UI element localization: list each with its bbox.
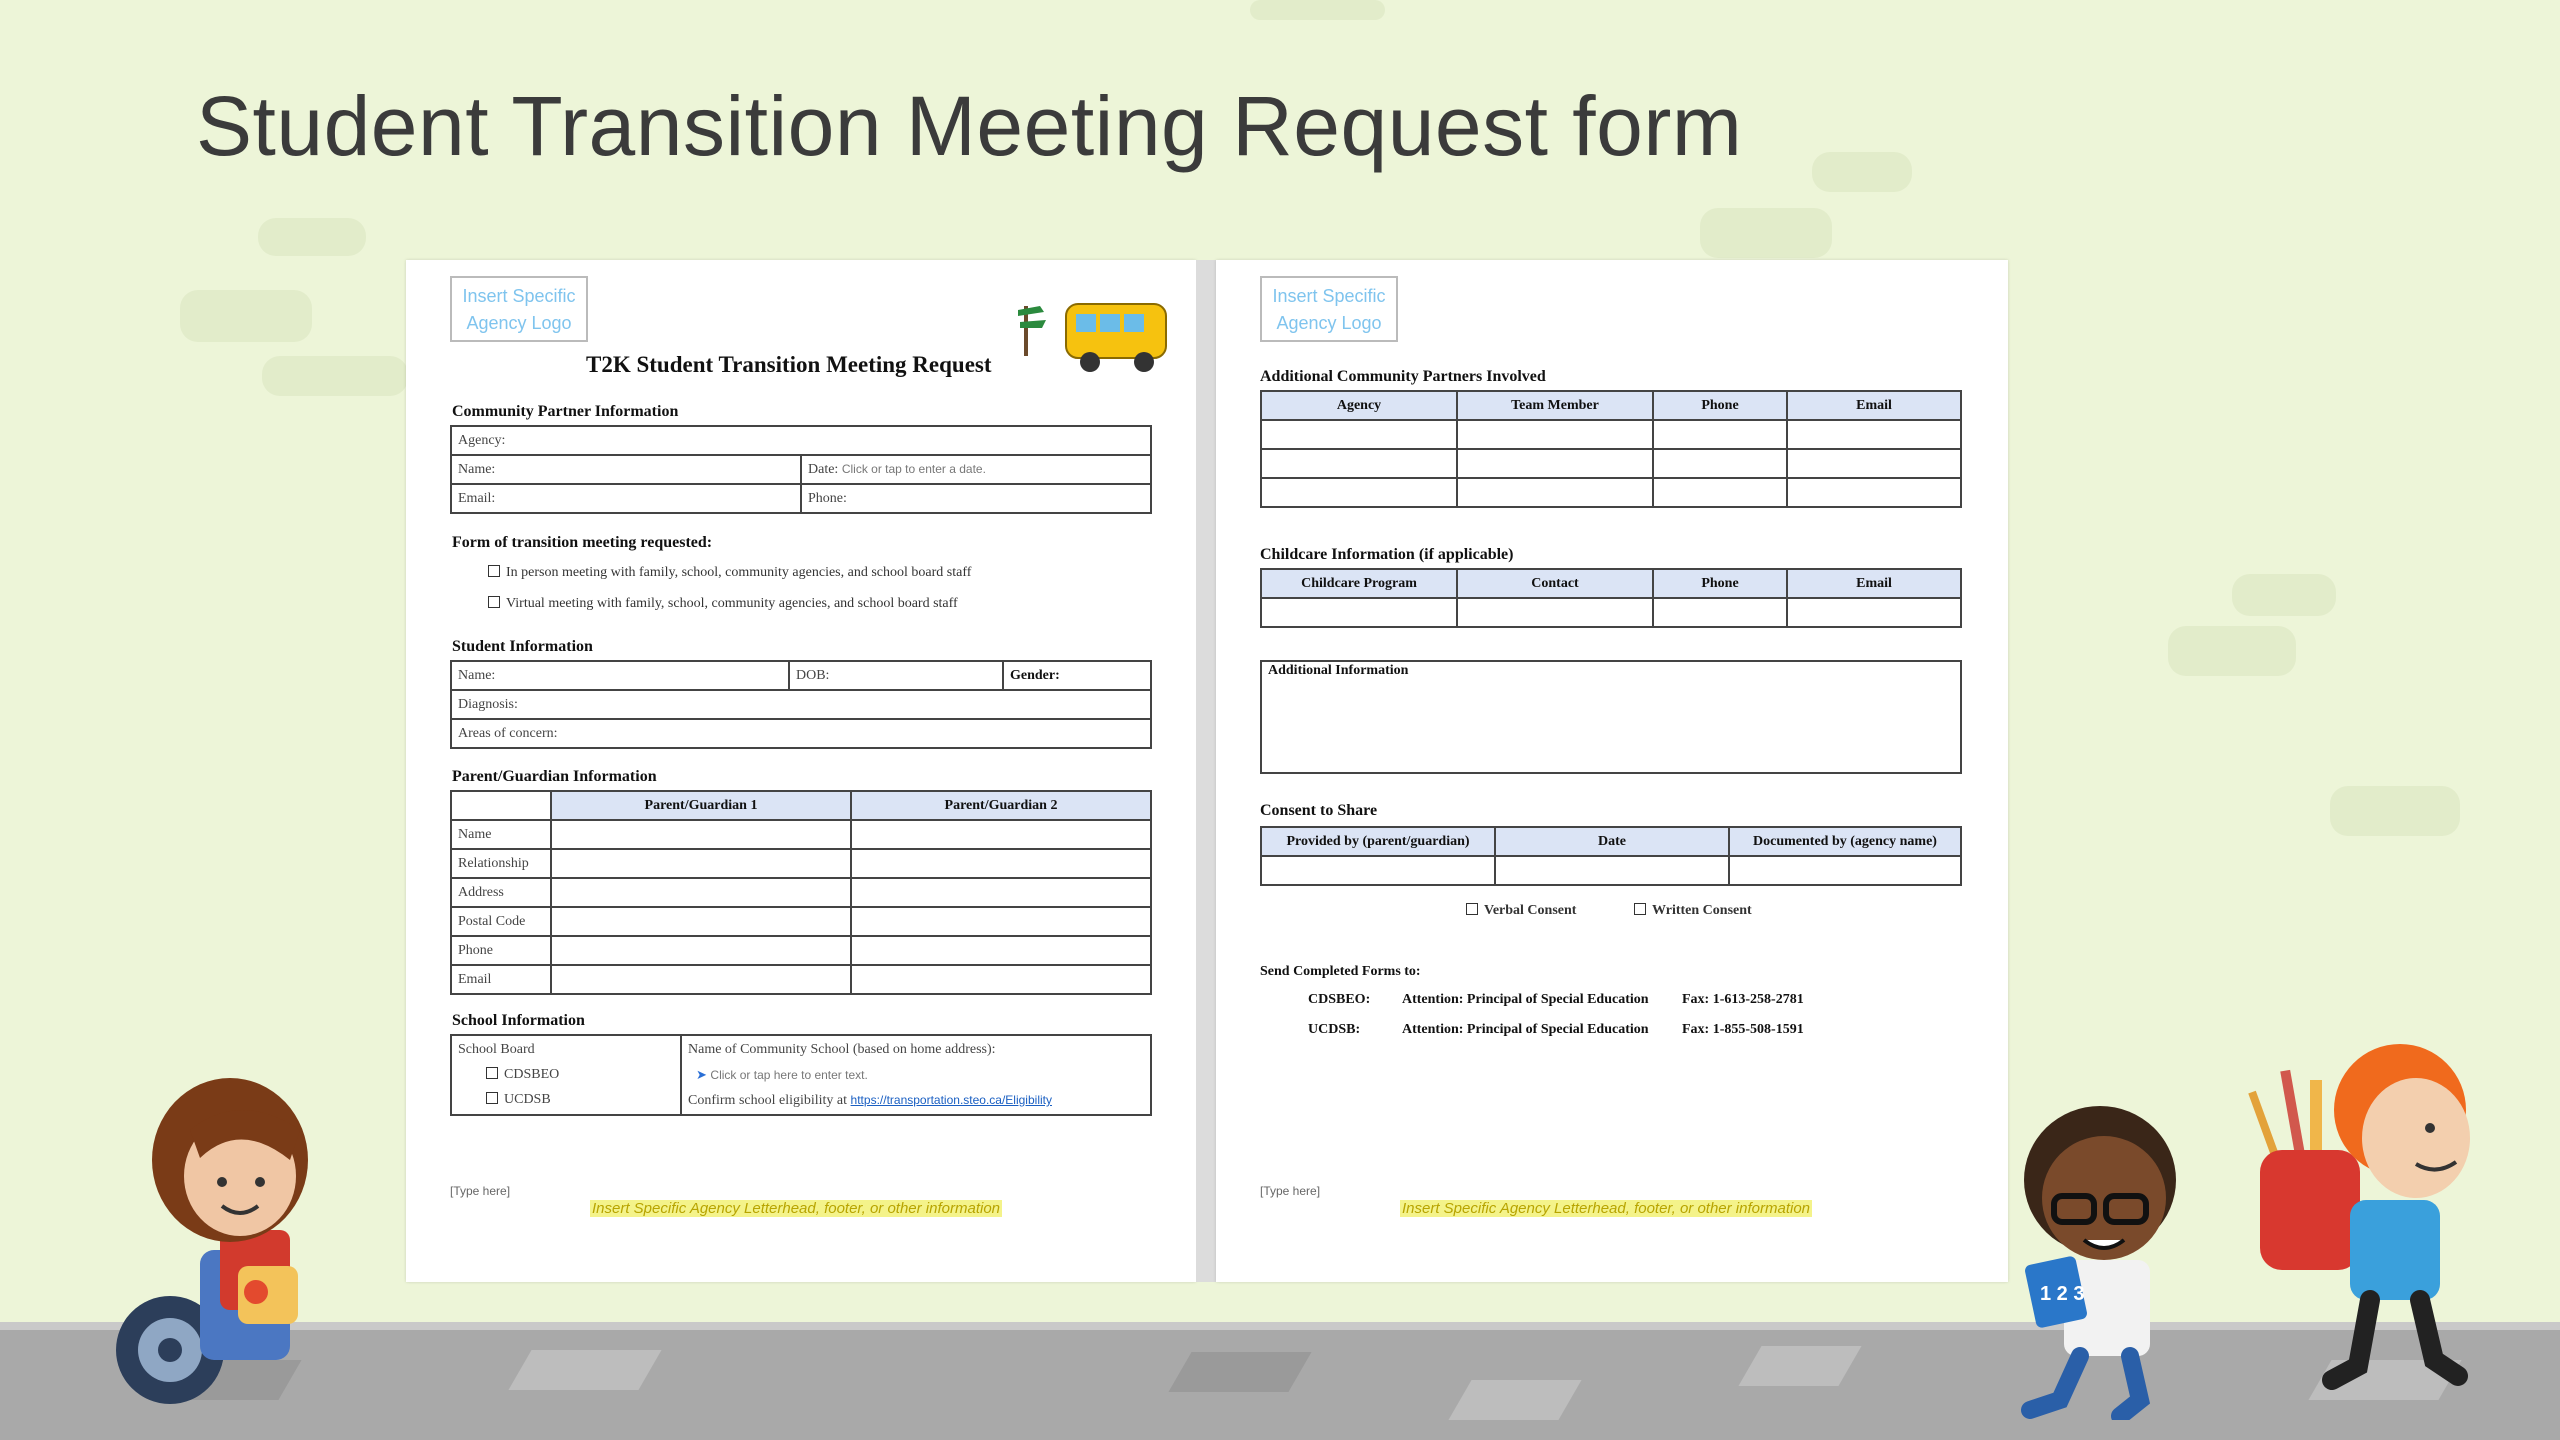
form-page-1 bbox=[406, 260, 1196, 1282]
row-label: Postal Code bbox=[451, 907, 551, 936]
table-cell[interactable] bbox=[1653, 598, 1787, 627]
phone-field[interactable]: Phone: bbox=[801, 484, 1151, 513]
email-header: Email bbox=[1787, 569, 1961, 598]
consent-table bbox=[1260, 826, 1962, 886]
parent2-cell[interactable] bbox=[851, 936, 1151, 965]
cdsbeo-org: CDSBEO: bbox=[1308, 992, 1371, 1007]
community-partner-table bbox=[450, 425, 1152, 514]
concern-field[interactable]: Areas of concern: bbox=[451, 719, 1151, 748]
slide-title: Student Transition Meeting Request form bbox=[196, 79, 1743, 173]
date-header: Date bbox=[1495, 827, 1729, 856]
additional-info-box[interactable] bbox=[1260, 660, 1962, 774]
dob-field[interactable]: DOB: bbox=[789, 661, 1003, 690]
student-info-table bbox=[450, 660, 1152, 749]
girl-wheelchair-illustration bbox=[90, 1070, 380, 1410]
email-header: Email bbox=[1787, 391, 1961, 420]
in-person-option[interactable]: In person meeting with family, school, community agencies, and school board staff bbox=[488, 565, 971, 581]
agency-header: Agency bbox=[1261, 391, 1457, 420]
parent1-cell[interactable] bbox=[551, 849, 851, 878]
table-cell[interactable] bbox=[1653, 449, 1787, 478]
parent2-cell[interactable] bbox=[851, 965, 1151, 994]
agency-logo-placeholder: Insert Specific Agency Logo bbox=[1260, 276, 1398, 342]
provided-by-header: Provided by (parent/guardian) bbox=[1261, 827, 1495, 856]
ucdsb-org: UCDSB: bbox=[1308, 1022, 1361, 1037]
cdsbeo-attention: Attention: Principal of Special Education bbox=[1402, 992, 1649, 1007]
footer-placeholder[interactable]: Insert Specific Agency Letterhead, footer, or other information bbox=[592, 1200, 1001, 1217]
document-title: T2K Student Transition Meeting Request bbox=[586, 352, 992, 377]
table-cell[interactable] bbox=[1261, 449, 1457, 478]
agency-field[interactable]: Agency: bbox=[451, 426, 1151, 455]
row-label: Phone bbox=[451, 936, 551, 965]
parent1-cell[interactable] bbox=[551, 878, 851, 907]
table-cell[interactable] bbox=[1787, 598, 1961, 627]
table-row bbox=[451, 936, 1151, 965]
ucdsb-option[interactable]: UCDSB bbox=[458, 1087, 674, 1112]
table-cell[interactable] bbox=[1261, 420, 1457, 449]
contact-header: Contact bbox=[1457, 569, 1653, 598]
parent-info-table bbox=[450, 790, 1152, 995]
header-placeholder[interactable]: [Type here] bbox=[450, 1184, 511, 1198]
checkbox-icon[interactable] bbox=[488, 596, 500, 608]
table-cell[interactable] bbox=[1261, 478, 1457, 507]
parent1-header: Parent/Guardian 1 bbox=[551, 791, 851, 820]
eligibility-link[interactable]: https://transportation.steo.ca/Eligibility bbox=[850, 1093, 1052, 1107]
parent1-cell[interactable] bbox=[551, 965, 851, 994]
virtual-option[interactable]: Virtual meeting with family, school, community agencies, and school board staff bbox=[488, 596, 958, 612]
table-cell[interactable] bbox=[1495, 856, 1729, 885]
diagnosis-field[interactable]: Diagnosis: bbox=[451, 690, 1151, 719]
send-forms-heading: Send Completed Forms to: bbox=[1260, 964, 1421, 979]
form-page-2 bbox=[1216, 260, 2008, 1282]
row-label: Address bbox=[451, 878, 551, 907]
parent1-cell[interactable] bbox=[551, 907, 851, 936]
school-bus-icon bbox=[1018, 286, 1174, 378]
table-row bbox=[451, 965, 1151, 994]
header-placeholder[interactable]: [Type here] bbox=[1260, 1184, 1321, 1198]
childcare-table bbox=[1260, 568, 1962, 628]
email-field[interactable]: Email: bbox=[451, 484, 801, 513]
additional-info-label: Additional Information bbox=[1261, 661, 1961, 773]
table-cell[interactable] bbox=[1457, 478, 1653, 507]
ucdsb-fax: Fax: 1-855-508-1591 bbox=[1682, 1022, 1804, 1037]
cdsbeo-fax: Fax: 1-613-258-2781 bbox=[1682, 992, 1804, 1007]
phone-header: Phone bbox=[1653, 391, 1787, 420]
table-cell[interactable] bbox=[1729, 856, 1961, 885]
cdsbeo-option[interactable]: CDSBEO bbox=[458, 1062, 674, 1087]
parent2-cell[interactable] bbox=[851, 878, 1151, 907]
student-info-heading: Student Information bbox=[452, 638, 593, 655]
table-cell[interactable] bbox=[1457, 598, 1653, 627]
page-gap bbox=[1196, 260, 1216, 1282]
footer-placeholder[interactable]: Insert Specific Agency Letterhead, footer, or other information bbox=[1402, 1200, 1811, 1217]
community-partner-heading: Community Partner Information bbox=[452, 403, 679, 420]
parent2-cell[interactable] bbox=[851, 907, 1151, 936]
row-label: Relationship bbox=[451, 849, 551, 878]
table-row bbox=[451, 849, 1151, 878]
team-member-header: Team Member bbox=[1457, 391, 1653, 420]
date-field[interactable]: Date: Click or tap to enter a date. bbox=[801, 455, 1151, 484]
documented-by-header: Documented by (agency name) bbox=[1729, 827, 1961, 856]
checkbox-icon[interactable] bbox=[488, 565, 500, 577]
consent-heading: Consent to Share bbox=[1260, 802, 1378, 819]
table-cell[interactable] bbox=[1787, 449, 1961, 478]
table-cell[interactable] bbox=[1787, 420, 1961, 449]
svg-text:1 2 3: 1 2 3 bbox=[2040, 1283, 2085, 1305]
name-field[interactable]: Name: bbox=[451, 455, 801, 484]
row-label: Email bbox=[451, 965, 551, 994]
table-cell[interactable] bbox=[1261, 856, 1495, 885]
written-consent-option[interactable]: Written Consent bbox=[1634, 903, 1752, 919]
table-row bbox=[451, 878, 1151, 907]
parent2-cell[interactable] bbox=[851, 820, 1151, 849]
phone-header: Phone bbox=[1653, 569, 1787, 598]
student-name-field[interactable]: Name: bbox=[451, 661, 789, 690]
table-cell[interactable] bbox=[1457, 449, 1653, 478]
confirm-label: Confirm school eligibility at bbox=[688, 1093, 848, 1108]
checkbox-icon[interactable] bbox=[1466, 903, 1478, 915]
childcare-heading: Childcare Information (if applicable) bbox=[1260, 546, 1514, 563]
agency-logo-placeholder: Insert Specific Agency Logo bbox=[450, 276, 588, 342]
partners-heading: Additional Community Partners Involved bbox=[1260, 368, 1546, 385]
community-school-cell bbox=[681, 1035, 1151, 1115]
parent2-cell[interactable] bbox=[851, 849, 1151, 878]
parent1-cell[interactable] bbox=[551, 820, 851, 849]
table-cell[interactable] bbox=[1457, 420, 1653, 449]
checkbox-icon[interactable] bbox=[486, 1067, 498, 1079]
checkbox-icon[interactable] bbox=[1634, 903, 1646, 915]
table-row bbox=[451, 820, 1151, 849]
school-info-table bbox=[450, 1034, 1152, 1116]
school-info-heading: School Information bbox=[452, 1012, 585, 1029]
boy-glasses-illustration bbox=[2000, 1100, 2220, 1420]
table-row bbox=[1261, 856, 1961, 885]
community-school-label: Name of Community School (based on home address): bbox=[688, 1042, 996, 1057]
chevron-right-icon: ➤ bbox=[696, 1067, 707, 1082]
school-board-label: School Board bbox=[458, 1042, 535, 1057]
table-row bbox=[1261, 420, 1961, 449]
table-row bbox=[1261, 478, 1961, 507]
parent-info-heading: Parent/Guardian Information bbox=[452, 768, 657, 785]
table-row bbox=[451, 907, 1151, 936]
table-row bbox=[1261, 598, 1961, 627]
parent1-cell[interactable] bbox=[551, 936, 851, 965]
table-cell[interactable] bbox=[1653, 420, 1787, 449]
ucdsb-attention: Attention: Principal of Special Education bbox=[1402, 1022, 1649, 1037]
row-label: Name bbox=[451, 820, 551, 849]
childcare-program-header: Childcare Program bbox=[1261, 569, 1457, 598]
school-board-cell bbox=[451, 1035, 681, 1115]
parent2-header: Parent/Guardian 2 bbox=[851, 791, 1151, 820]
gender-field[interactable]: Gender: bbox=[1003, 661, 1151, 690]
table-cell[interactable] bbox=[1261, 598, 1457, 627]
partners-table bbox=[1260, 390, 1962, 508]
boy-backpack-illustration bbox=[2240, 1030, 2500, 1400]
community-school-field[interactable]: ➤ Click or tap here to enter text. bbox=[696, 1067, 868, 1082]
table-cell[interactable] bbox=[1653, 478, 1787, 507]
table-row bbox=[1261, 449, 1961, 478]
meeting-form-heading: Form of transition meeting requested: bbox=[452, 534, 713, 551]
date-hint: Click or tap to enter a date. bbox=[841, 461, 986, 476]
table-cell[interactable] bbox=[1787, 478, 1961, 507]
checkbox-icon[interactable] bbox=[486, 1092, 498, 1104]
verbal-consent-option[interactable]: Verbal Consent bbox=[1466, 903, 1576, 919]
